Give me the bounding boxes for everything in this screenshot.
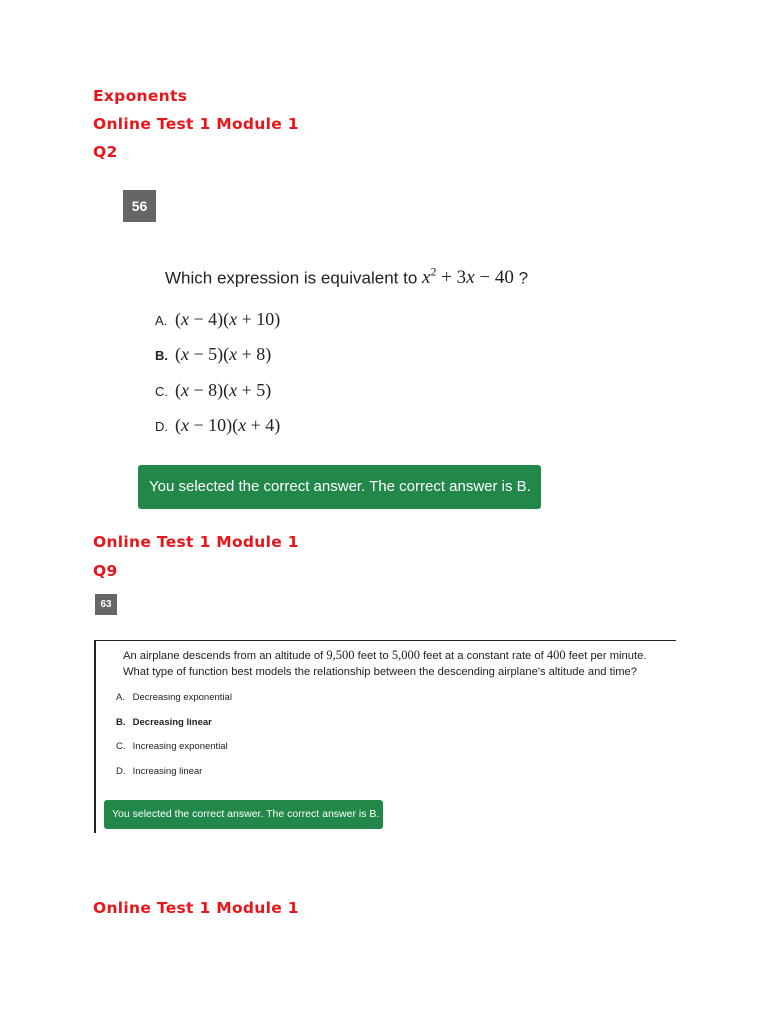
answer-option-c[interactable] (116, 741, 228, 752)
question-label: Q9 (93, 562, 118, 580)
question-stem (123, 647, 683, 680)
stem-suffix: ? (518, 268, 529, 288)
stem-text: feet to (357, 650, 389, 662)
answer-option-a[interactable] (116, 692, 232, 703)
stem-text: feet per minute. (568, 650, 647, 662)
answer-option-d[interactable] (116, 766, 202, 777)
option-letter: B. (155, 348, 168, 363)
option-text: Increasing linear (132, 766, 203, 777)
stem-number: 5,000 (391, 648, 420, 662)
option-letter: C. (155, 384, 168, 399)
option-letter: A. (155, 313, 168, 328)
stem-text: An airplane descends from an altitude of (123, 650, 324, 662)
question-stem (165, 265, 528, 289)
section-title: Online Test 1 Module 1 (93, 533, 299, 551)
option-expression: (x − 8)(x + 5) (175, 380, 272, 400)
stem-line-1 (123, 647, 683, 664)
answer-option-b[interactable] (116, 717, 212, 728)
correct-answer-banner: You selected the correct answer. The correct answer is B. (138, 465, 541, 509)
option-text: Decreasing exponential (132, 692, 232, 703)
question-number-badge: 56 (123, 190, 156, 222)
section-title: Online Test 1 Module 1 (93, 899, 299, 917)
stem-text: feet at a constant rate of (423, 650, 544, 662)
answer-option-d[interactable] (155, 415, 280, 436)
option-text: Increasing exponential (132, 741, 228, 752)
option-letter: D. (116, 766, 126, 777)
question-number-badge: 63 (95, 594, 117, 615)
option-letter: B. (116, 717, 126, 728)
answer-option-c[interactable] (155, 380, 271, 401)
answer-option-b[interactable] (155, 344, 271, 365)
question-label: Q2 (93, 143, 118, 161)
stem-text: Which expression is equivalent to (165, 268, 418, 288)
stem-line-2: What type of function best models the relationship between the descending airplane's altitude and time? (123, 666, 637, 678)
section-title: Online Test 1 Module 1 (93, 115, 299, 133)
option-letter: D. (155, 419, 168, 434)
stem-number: 400 (546, 648, 566, 662)
stem-expression: $x^2 + 3x - 40$ (422, 265, 519, 289)
correct-answer-banner: You selected the correct answer. The correct answer is B. (104, 800, 383, 829)
option-expression: (x − 5)(x + 8) (175, 344, 272, 364)
option-expression: (x − 10)(x + 4) (175, 415, 281, 435)
option-letter: C. (116, 741, 126, 752)
answer-option-a[interactable] (155, 309, 280, 330)
topic-heading: Exponents (93, 87, 188, 105)
stem-number: 9,500 (326, 648, 355, 662)
option-expression: (x − 4)(x + 10) (175, 309, 281, 329)
option-text: Decreasing linear (132, 717, 212, 728)
option-letter: A. (116, 692, 125, 703)
